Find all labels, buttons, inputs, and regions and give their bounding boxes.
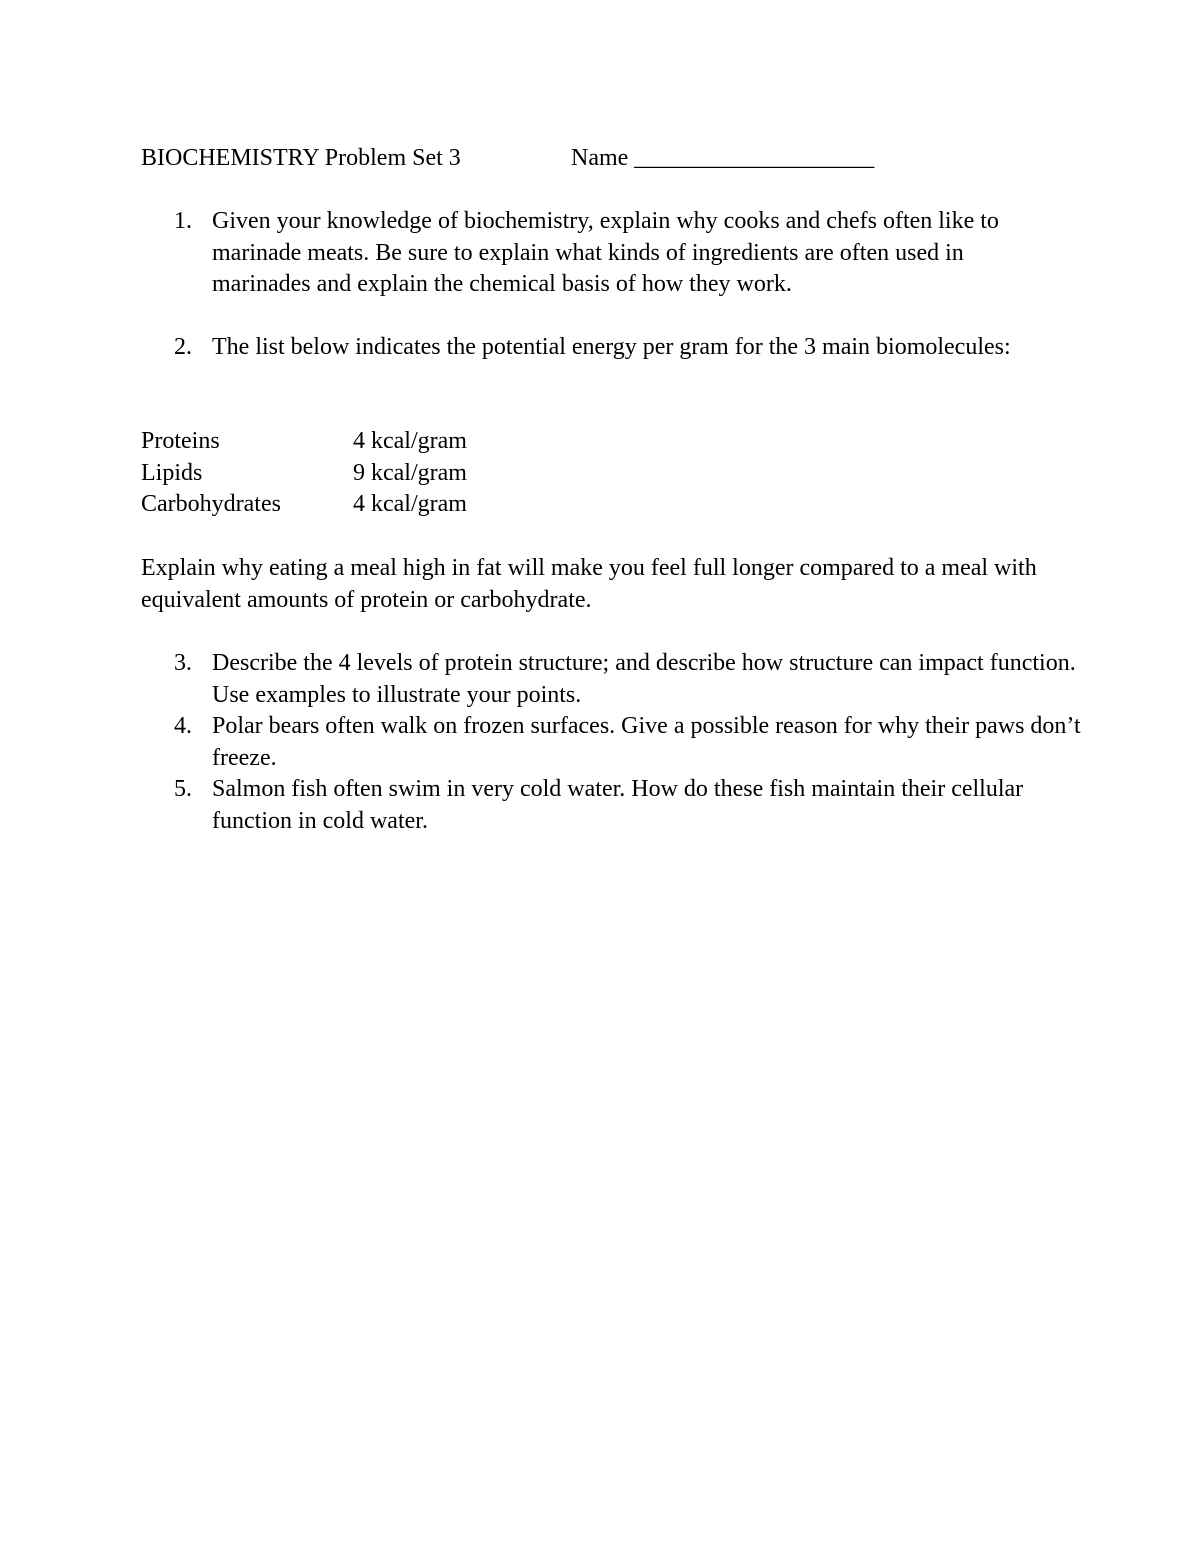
question-item [141,206,1062,301]
problem-set-title: BIOCHEMISTRY Problem Set 3 [141,145,461,171]
energy-value: 4 kcal/gram [353,491,467,517]
question-item [141,774,1082,837]
biomolecule-name: Proteins [141,428,220,454]
question-number: 1. [174,208,192,234]
question-item [141,332,1062,364]
question-number: 3. [174,650,192,676]
question-text: Polar bears often walk on frozen surfaces. Give a possible reason for why their paws don’t freeze. [212,713,1081,771]
question-text: Given your knowledge of biochemistry, explain why cooks and chefs often like to marinade meats. Be sure to explain what kinds of ingredients are often used in marinades and explain the chemical basis of how they work. [212,208,999,297]
question-text: Salmon fish often swim in very cold water. How do these fish maintain their cellular function in cold water. [212,776,1024,834]
question-text: Describe the 4 levels of protein structure; and describe how structure can impact function. Use examples to illustrate your points. [212,650,1076,708]
document-header [141,143,874,173]
biomolecule-name: Lipids [141,459,203,486]
biomolecule-name: Carbohydrates [141,491,281,517]
energy-value: 9 kcal/gram [353,459,467,486]
energy-value: 4 kcal/gram [353,428,467,454]
question-number: 5. [174,776,192,802]
question-list-part2 [141,648,1081,837]
question-item [141,711,1082,774]
question-item [141,648,1082,711]
explain-paragraph: Explain why eating a meal high in fat will make you feel full longer compared to a meal with equivalent amounts of protein or carbohydrate. [141,555,1037,613]
name-field-label: Name ____________________ [571,145,875,171]
question-number: 4. [174,713,192,739]
question-number: 2. [174,334,192,360]
question-text: The list below indicates the potential energy per gram for the 3 main biomolecules: [212,334,1011,360]
question-list-part1 [141,206,1071,364]
